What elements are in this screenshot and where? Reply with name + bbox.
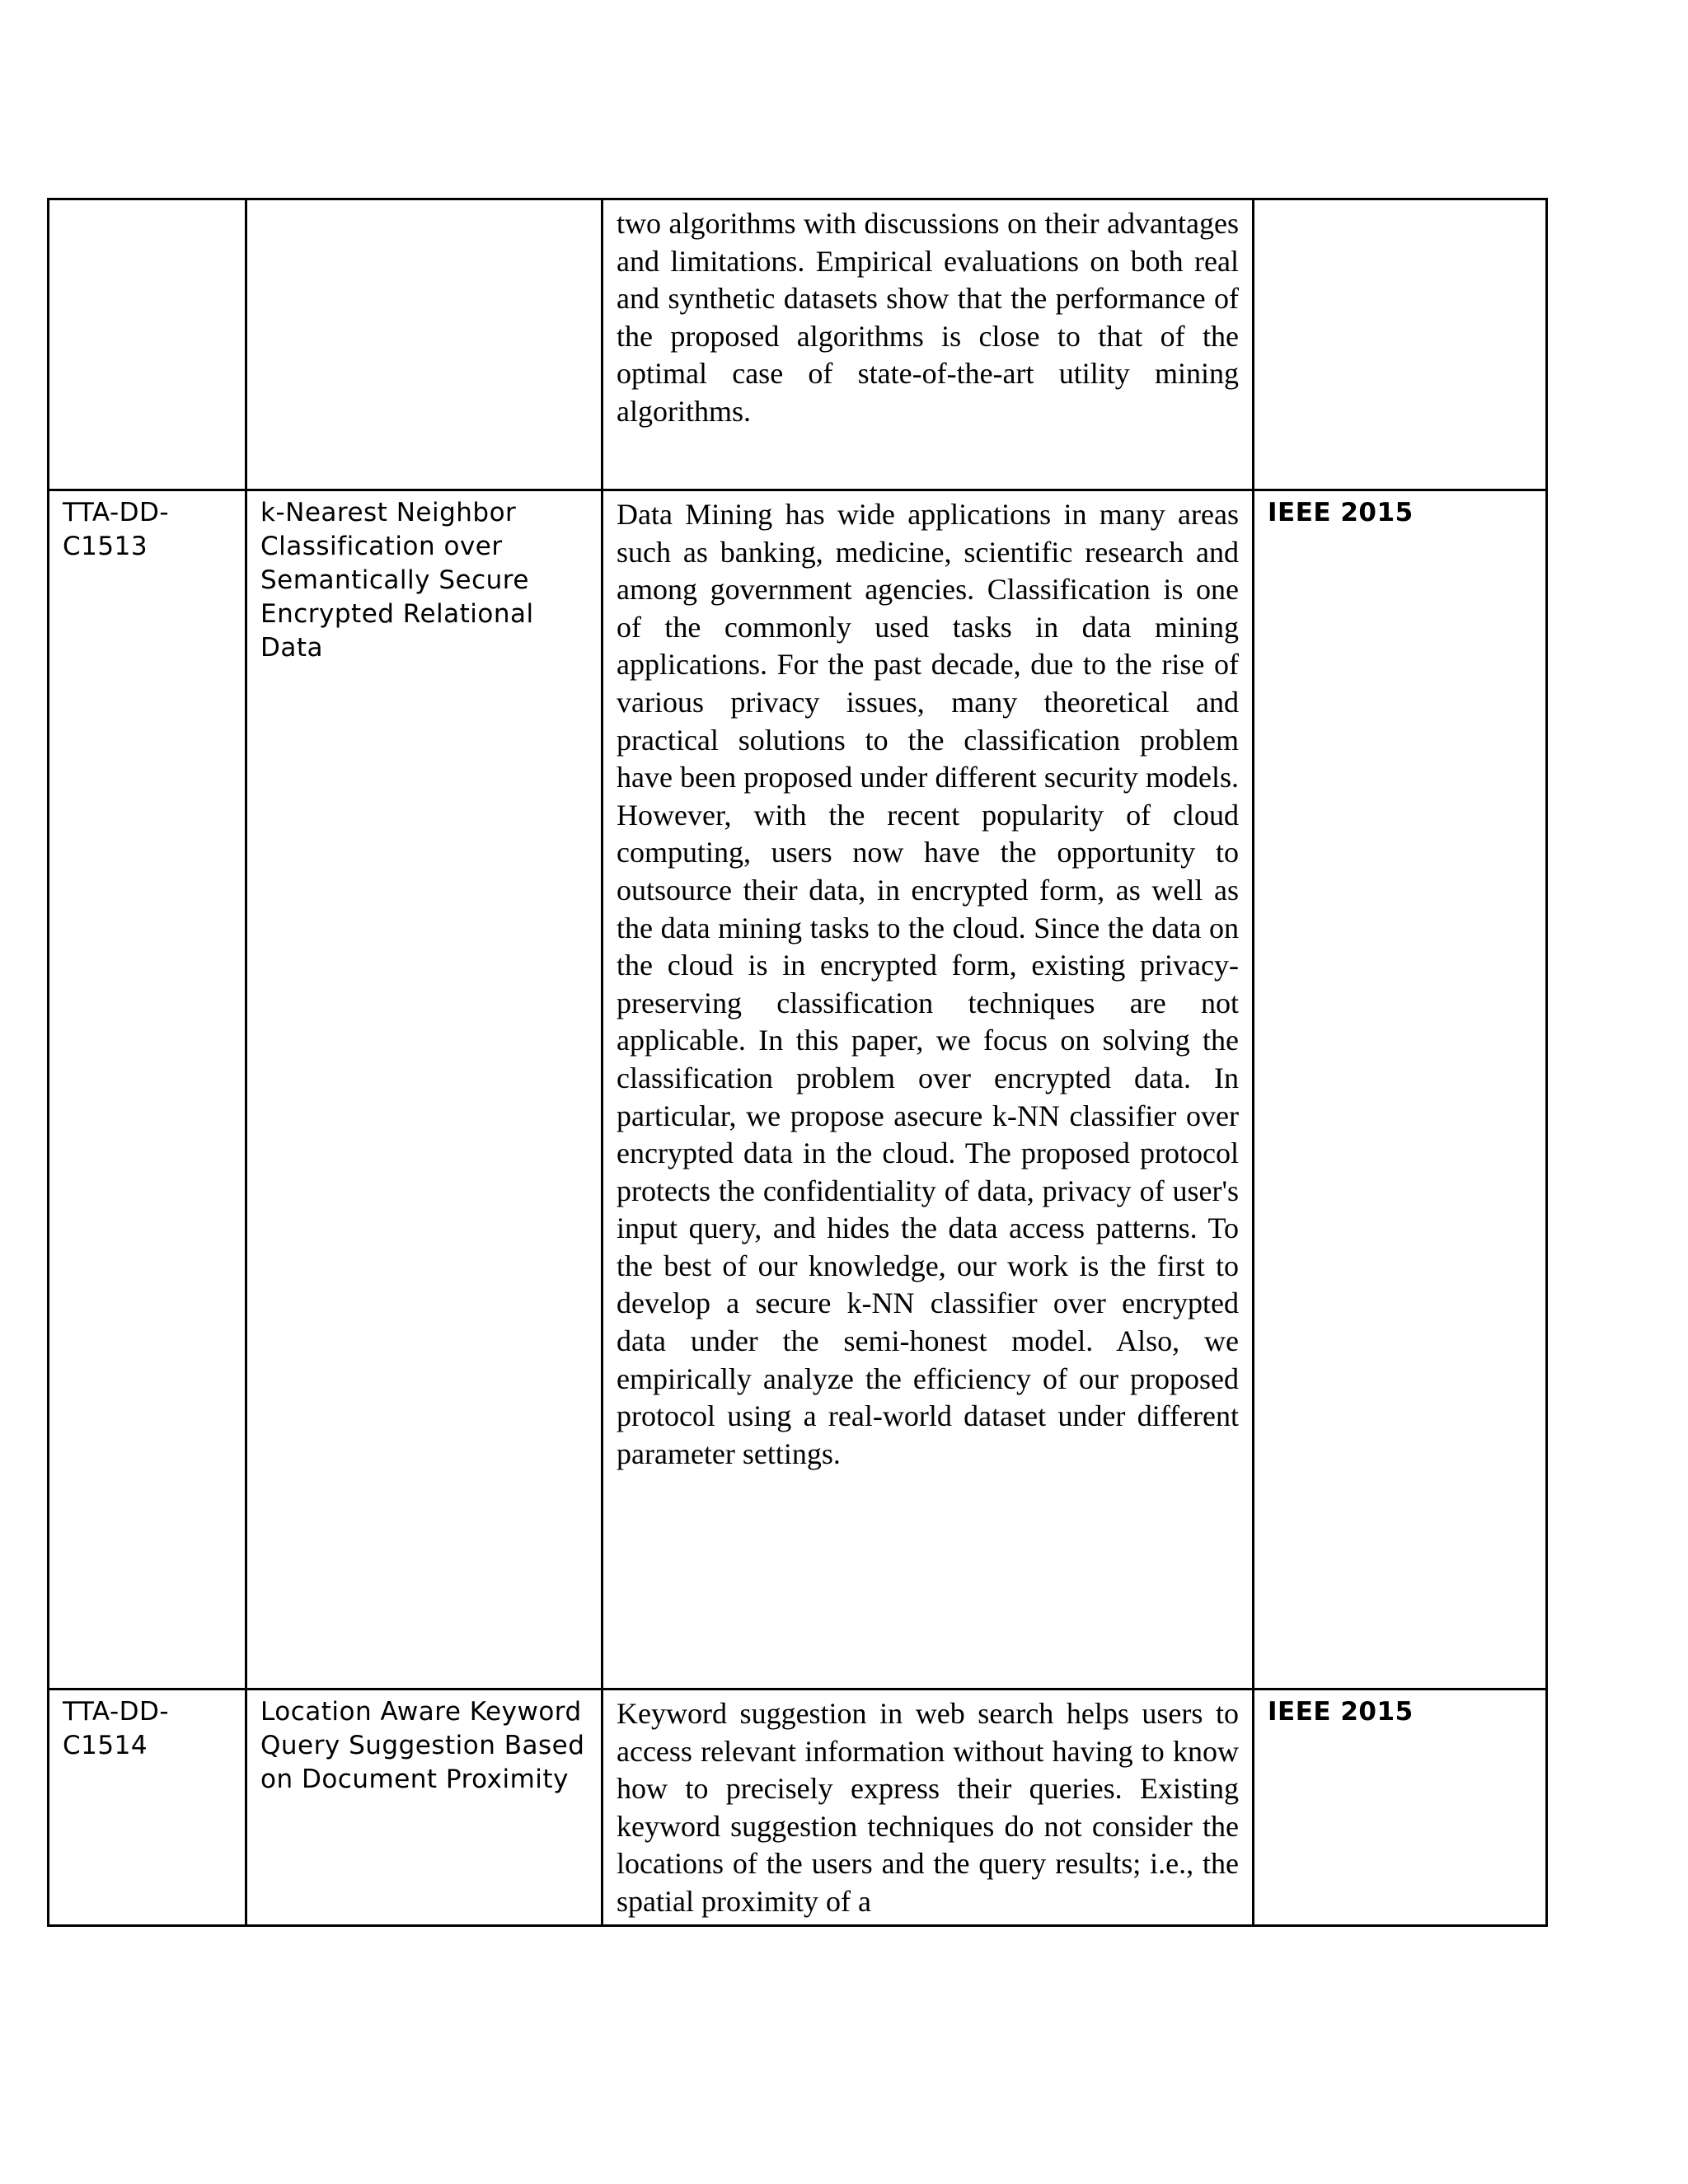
- project-title-cell: [246, 199, 603, 490]
- project-title-cell: Location Aware Keyword Query Suggestion Based on Document Proximity: [246, 1690, 603, 1926]
- project-code-cell: TTA-DD-C1513: [49, 490, 246, 1690]
- project-year-cell: IEEE 2015: [1254, 490, 1547, 1690]
- project-year-cell: IEEE 2015: [1254, 1690, 1547, 1926]
- project-abstract-cell: Data Mining has wide applications in many areas such as banking, medicine, scientific research and among government agencies. Classification is one of the commonly used tasks in data mining applications. For the past decade, due to the rise of various privacy issues, many theoretical and practical solutions to the classification problem have been proposed under different security models. However, with the recent popularity of cloud computing, users now have the opportunity to outsource their data, in encrypted form, as well as the data mining tasks to the cloud. Since the data on the cloud is in encrypted form, existing privacy-preserving classification techniques are not applicable. In this paper, we focus on solving the classification problem over encrypted data. In particular, we propose asecure k-NN classifier over encrypted data in the cloud. The proposed protocol protects the confidentiality of data, privacy of user's input query, and hides the data access patterns. To the best of our knowledge, our work is the first to develop a secure k-NN classifier over encrypted data under the semi-honest model. Also, we empirically analyze the efficiency of our proposed protocol using a real-world dataset under different parameter settings.: [603, 490, 1254, 1690]
- table-row: [49, 1690, 1547, 1926]
- project-abstract-cell: Keyword suggestion in web search helps users to access relevant information without having to know how to precisely express their queries. Existing keyword suggestion techniques do not consider the locations of the users and the query results; i.e., the spatial proximity of a: [603, 1690, 1254, 1926]
- project-year-cell: [1254, 199, 1547, 490]
- table-row: [49, 490, 1547, 1690]
- project-table: [47, 198, 1548, 1927]
- project-code-cell: [49, 199, 246, 490]
- project-title-cell: k-Nearest Neighbor Classification over Semantically Secure Encrypted Relational Data: [246, 490, 603, 1690]
- table-row: [49, 199, 1547, 490]
- project-abstract-cell: two algorithms with discussions on their advantages and limitations. Empirical evaluations on both real and synthetic datasets show that the performance of the proposed algorithms is close to that of the optimal case of state-of-the-art utility mining algorithms.: [603, 199, 1254, 490]
- project-code-cell: TTA-DD-C1514: [49, 1690, 246, 1926]
